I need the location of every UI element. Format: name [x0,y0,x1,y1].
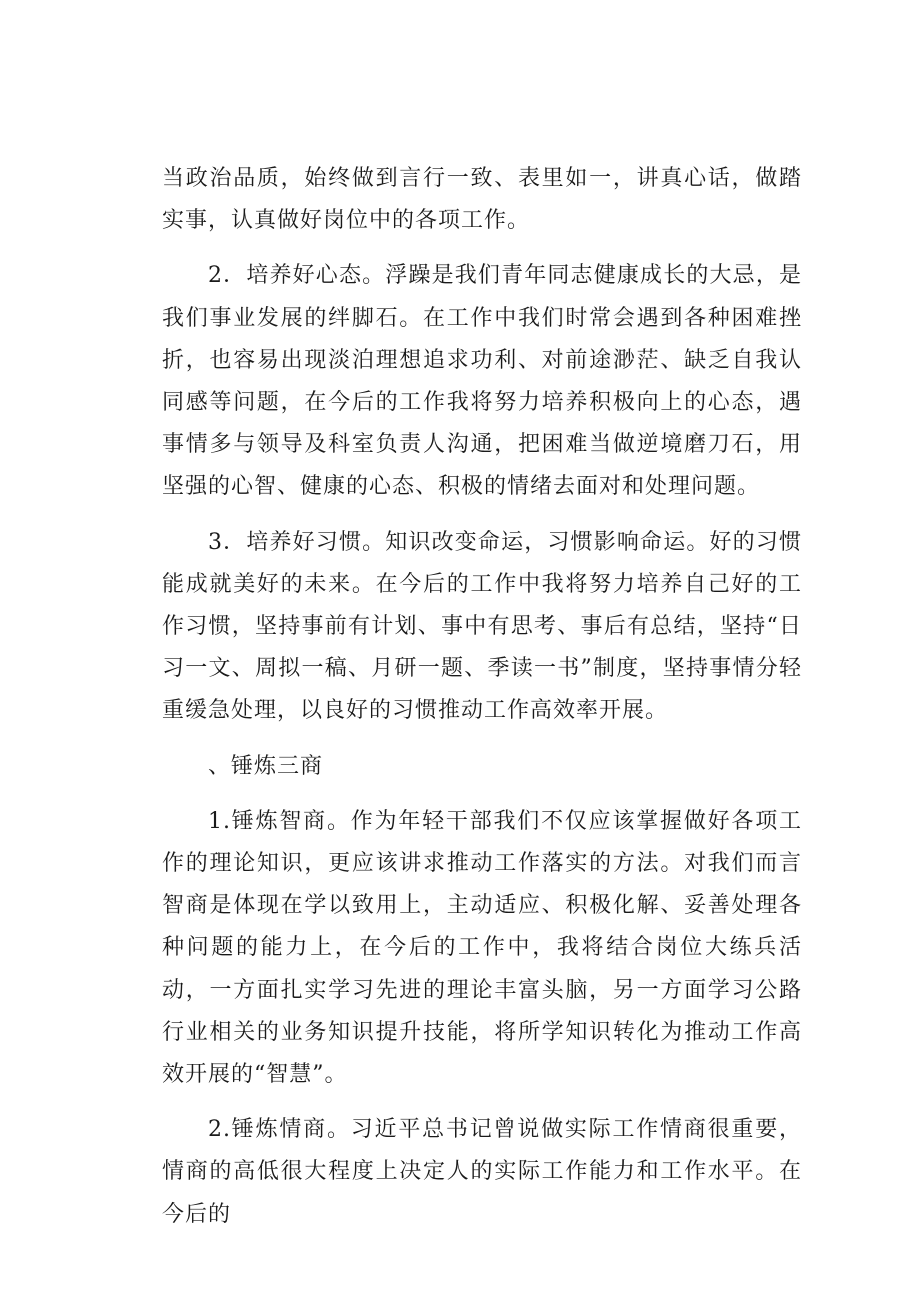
paragraph-eq: 2.锤炼情商。习近平总书记曾说做实际工作情商很重要，情商的高低很大程度上决定人的实际工作能力和工作水平。在今后的 [162,1117,802,1227]
paragraph-good-mindset: 2．培养好心态。浮躁是我们青年同志健康成长的大忌，是我们事业发展的绊脚石。在工作中我们时常会遇到各种困难挫折，也容易出现淡泊理想追求功利、对前途渺茫、缺乏自我认同感等问题，在今后的工作我将努力培养积极向上的心态，遇事情多与领导及科室负责人沟通，把困难当做逆境磨刀石，用坚强的心智、健康的心态、积极的情绪去面对和处理问题。 [162,263,802,500]
paragraph-good-habits: 3．培养好习惯。知识改变命运，习惯影响命运。好的习惯能成就美好的未来。在今后的工作中我将努力培养自己好的工作习惯，坚持事前有计划、事中有思考、事后有总结，坚持“日习一文、周拟一稿、月研一题、季读一书”制度，坚持事情分轻重缓急处理，以良好的习惯推动工作高效率开展。 [162,529,802,724]
paragraph-continuation: 当政治品质，始终做到言行一致、表里如一，讲真心话，做踏实事，认真做好岗位中的各项工作。 [162,166,802,234]
paragraph-iq: 1.锤炼智商。作为年轻干部我们不仅应该掌握做好各项工作的理论知识，更应该讲求推动工作落实的方法。对我们而言智商是体现在学以致用上，主动适应、积极化解、妥善处理各种问题的能力上，在今后的工作中，我将结合岗位大练兵活动，一方面扎实学习先进的理论丰富头脑，另一方面学习公路行业相关的业务知识提升技能，将所学知识转化为推动工作高效开展的“智慧”。 [162,808,802,1088]
document-body [162,158,802,1236]
section-heading: 、锤炼三商 [208,753,324,779]
